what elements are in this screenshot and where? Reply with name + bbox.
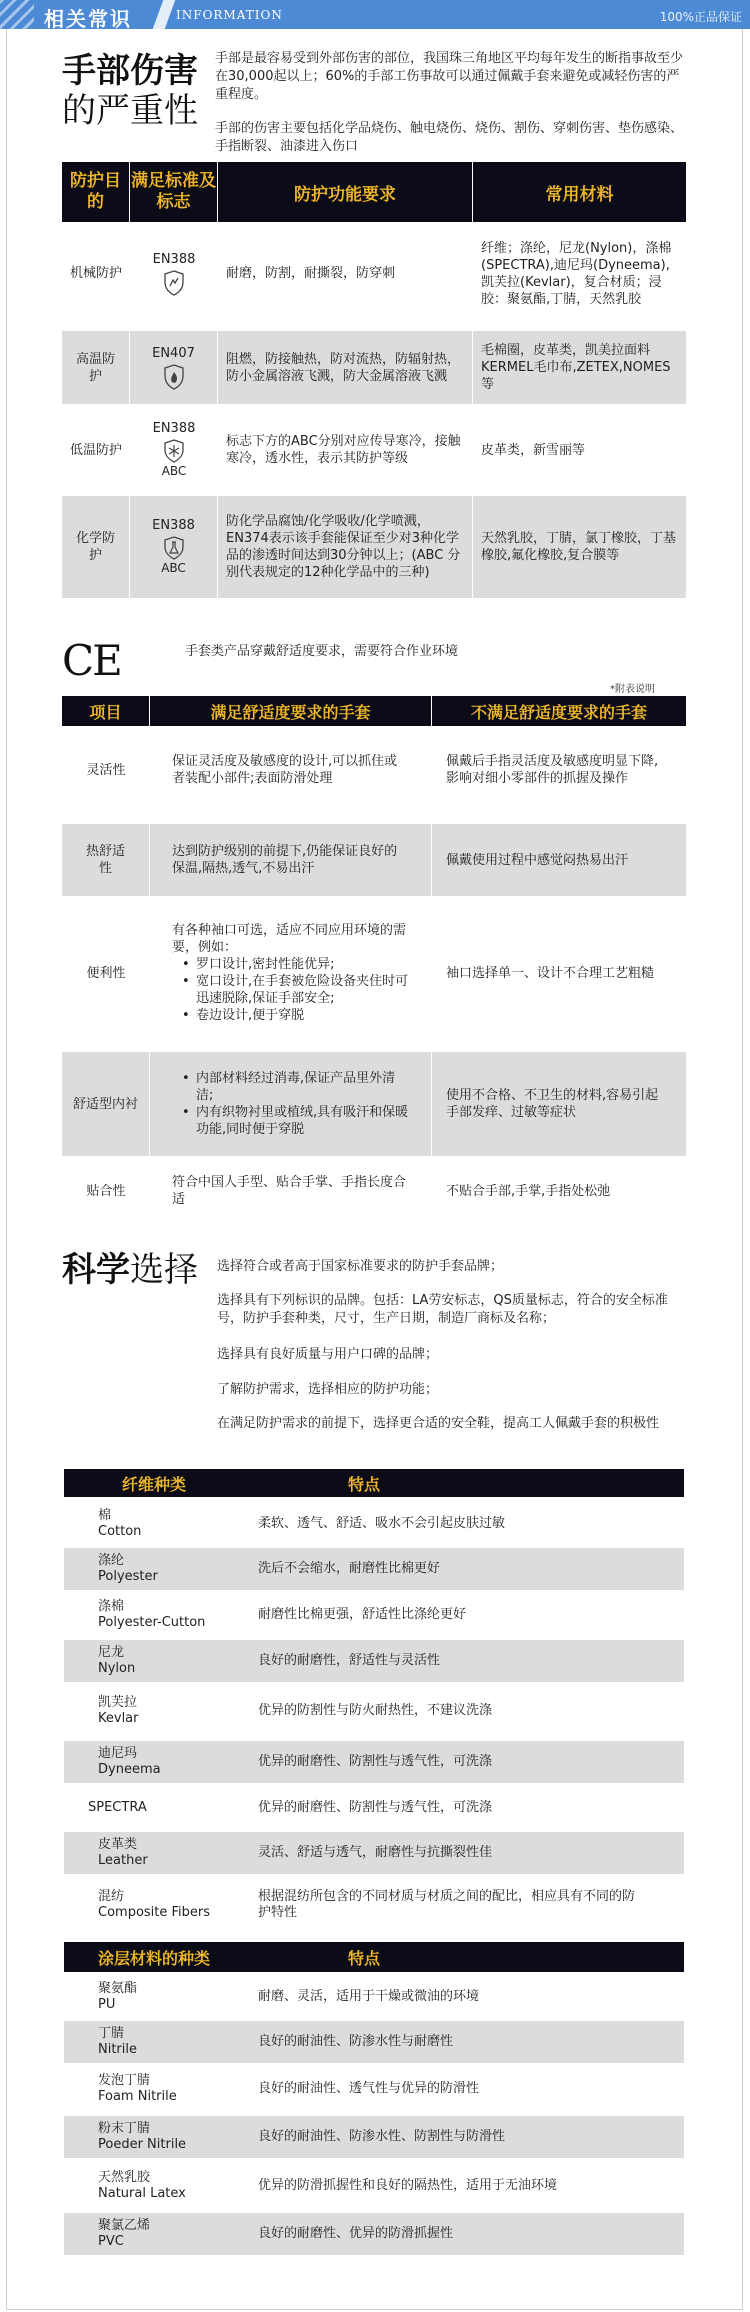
fiber-desc: 柔软、透气、舒适、吸水不会引起皮肤过敏: [258, 1516, 506, 1531]
fiber-desc: 优异的耐磨性、防割性与透气性，可洗涤: [258, 1800, 493, 1815]
fiber-desc: 良好的耐磨性，舒适性与灵活性: [258, 1653, 441, 1668]
coating-desc: 良好的耐油性、防渗水性与耐磨性: [258, 2034, 454, 2049]
comfort-table-header: [62, 696, 686, 726]
header-good: 满足舒适度要求的手套: [150, 696, 432, 726]
row-good: 达到防护级别的前提下,仍能保证良好的保温,隔热,透气,不易出汗: [150, 824, 432, 896]
fiber-name: SPECTRA: [88, 1800, 147, 1815]
row-standard: [130, 496, 218, 598]
table-row: [64, 2068, 684, 2110]
row-item: 贴合性: [86, 1183, 126, 1199]
coating-desc: 耐磨、灵活，适用于干燥或微油的环境: [258, 1989, 480, 2004]
header-bad: 不满足舒适度要求的手套: [470, 702, 647, 722]
ce-mark: CE: [62, 636, 121, 685]
table-row: [64, 2165, 684, 2207]
row-function: 耐磨，防割，耐撕裂，防穿刺: [226, 266, 396, 281]
fiber-name: 凯芙拉 Kevlar: [98, 1695, 139, 1726]
header-bar: [0, 0, 750, 29]
row-purpose: 高温防护: [62, 331, 130, 404]
coating-name: 天然乳胶 Natural Latex: [98, 2170, 186, 2201]
science-para: 选择符合或者高于国家标准要求的防护手套品牌；: [217, 1259, 504, 1274]
header-feature: 特点: [347, 1948, 380, 1968]
list-item: • 宽口设计,在手套被危险设备夹住时可迅速脱除,保证手部安全;: [182, 973, 412, 1007]
science-title-b: 选择: [130, 1250, 198, 1290]
row-function: 阻燃，防接触热，防对流热，防辐射热，防小金属溶液飞溅，防大金属溶液飞溅: [218, 331, 473, 404]
row-function: 标志下方的ABC分别对应传导寒冷，接触寒冷，透水性，表示其防护等级: [226, 434, 461, 466]
header-coating-type: 涂层材料的种类: [97, 1948, 210, 1968]
fiber-name: 涤纶 Polyester: [98, 1553, 158, 1584]
coating-name: 粉末丁腈 Poeder Nitrile: [98, 2121, 187, 2152]
coating-table-header: [64, 1942, 684, 1972]
row-materials: 皮革类，新雪丽等: [481, 442, 586, 458]
row-bad: 不贴合手部,手掌,手指处松弛: [446, 1183, 611, 1199]
guarantee-text: 100%正品保证: [659, 10, 742, 24]
row-bad: 袖口选择单一、设计不合理工艺粗糙: [446, 965, 655, 981]
table-row: [64, 2021, 684, 2063]
science-para: 选择具有良好质量与用户口碑的品牌；: [217, 1347, 439, 1362]
header-materials: 常用材料: [545, 184, 614, 205]
page-title: 相关常识: [44, 7, 132, 31]
row-bad: 佩戴后手指灵活度及敏感度明显下降,影响对细小零部件的抓握及操作: [446, 754, 659, 786]
table-row: [62, 222, 686, 325]
table-row: [62, 410, 686, 490]
science-para: 在满足防护需求的前提下，选择更合适的安全鞋，提高工人佩戴手套的积极性: [217, 1416, 660, 1431]
standard-code: EN407: [152, 346, 195, 361]
table-row: [64, 1741, 684, 1783]
injury-title-line1: 手部伤害: [62, 51, 198, 91]
coating-name: 聚氯乙烯 PVC: [98, 2218, 151, 2249]
fiber-name: 棉 Cotton: [98, 1508, 142, 1539]
table-row: [64, 1503, 684, 1545]
table-row: [64, 1548, 684, 1590]
header-feature: 特点: [347, 1474, 380, 1494]
coating-desc: 良好的耐油性、透气性与优异的防滑性: [258, 2081, 480, 2096]
title-separator: [153, 0, 176, 29]
coating-name: 发泡丁腈 Foam Nitrile: [98, 2073, 177, 2104]
fiber-desc: 优异的防割性与防火耐热性，不建议洗涤: [258, 1703, 493, 1718]
coating-name: 聚氨酯 PU: [98, 1981, 138, 2012]
science-title: [62, 1250, 198, 1290]
row-purpose: 机械防护: [70, 266, 123, 281]
row-materials: 天然乳胶，丁腈，氯丁橡胶，丁基橡胶,氟化橡胶,复合膜等: [481, 531, 677, 563]
row-item: 灵活性: [86, 762, 126, 778]
table-row: [64, 1832, 684, 1874]
standard-code: EN388: [152, 421, 196, 436]
coating-desc: 良好的耐磨性、优异的防滑抓握性: [258, 2226, 454, 2241]
table-row: [62, 496, 686, 598]
stripe-decoration: [0, 0, 34, 29]
table-row: [64, 2116, 684, 2158]
list-item: • 卷边设计,便于穿脱: [182, 1007, 412, 1024]
row-item: 便利性: [86, 965, 126, 981]
table-row: [64, 1594, 684, 1636]
table-row: [62, 331, 686, 404]
table-row: [62, 1052, 686, 1156]
fiber-name: 皮革类 Leather: [98, 1837, 148, 1868]
row-function: 防化学品腐蚀/化学吸收/化学喷溅，EN374表示该手套能保证至少对3种化学品的渗透时间达到30分钟以上；(ABC 分别代表规定的12种化学品中的三种): [218, 496, 473, 598]
fiber-table-header: [64, 1469, 684, 1497]
table-row: [64, 1690, 684, 1732]
row-good-intro: 有各种袖口可选，适应不同应用环境的需要，例如：: [172, 923, 407, 955]
table-row: [64, 1788, 684, 1828]
shield-icon: [163, 270, 185, 296]
table-note: *附表说明: [610, 684, 655, 695]
injury-paragraph-1: 手部是最容易受到外部伤害的部位，我国珠三角地区平均每年发生的断指事故至少在30,000起以上；60%的手部工伤事故可以通过佩戴手套来避免或减轻伤害的严重程度。: [215, 51, 684, 102]
table-row: [64, 2213, 684, 2255]
injury-title-line2: 的严重性: [62, 91, 198, 131]
fiber-name: 迪尼玛 Dyneema: [98, 1746, 161, 1777]
comfort-intro: 手套类产品穿戴舒适度要求，需要符合作业环境: [185, 644, 459, 659]
table-row: [62, 824, 686, 896]
row-purpose: 化学防护: [62, 496, 130, 598]
standard-abc: ABC: [161, 464, 187, 478]
row-purpose: 低温防护: [70, 442, 123, 458]
row-standard: [130, 410, 218, 490]
header-purpose: 防护目的: [62, 162, 130, 222]
row-bad: 佩戴使用过程中感觉闷热易出汗: [446, 852, 629, 868]
injury-paragraph-2: 手部的伤害主要包括化学品烧伤、触电烧伤、烧伤、割伤、穿刺伤害、垫伤感染、手指断裂、油漆进入伤口: [215, 121, 684, 154]
fiber-desc: 耐磨性比棉更强，舒适性比涤纶更好: [258, 1607, 467, 1622]
row-good: 符合中国人手型、贴合手掌、手指长度合适: [172, 1175, 407, 1207]
header-function: 防护功能要求: [218, 162, 473, 222]
row-item: 舒适型内衬: [62, 1052, 150, 1156]
table-row: [62, 1160, 686, 1222]
fiber-name: 涤棉 Polyester-Cutton: [98, 1599, 206, 1630]
coating-desc: 优异的防滑抓握性和良好的隔热性，适用于无油环境: [258, 2178, 558, 2193]
coating-desc: 良好的耐油性、防渗水性、防割性与防滑性: [258, 2129, 506, 2144]
table-row: [62, 730, 686, 810]
standard-abc: ABC: [161, 561, 186, 575]
standard-code: EN388: [152, 518, 195, 533]
fiber-desc: 优异的耐磨性、防割性与透气性，可洗涤: [258, 1754, 493, 1769]
row-materials: 纤维；涤纶，尼龙(Nylon)，涤棉(SPECTRA),迪尼玛(Dyneema),凯芙拉(Kevlar)，复合材质；浸胶：聚氨酯,丁腈，天然乳胶: [481, 240, 672, 307]
header-standard: 满足标准及标志: [130, 162, 218, 222]
row-standard: [130, 331, 218, 404]
coating-name: 丁腈 Nitrile: [98, 2026, 137, 2057]
list-item: • 内部材料经过消毒,保证产品里外清洁;: [182, 1070, 411, 1104]
row-materials: 毛棉圈，皮革类，凯美拉面料KERMEL毛巾布,ZETEX,NOMES等: [481, 343, 671, 392]
header-item: 项目: [62, 696, 150, 726]
fiber-desc: 洗后不会缩水，耐磨性比棉更好: [258, 1561, 441, 1576]
list-item: • 内有织物衬里或植绒,具有吸汗和保暖功能,同时便于穿脱: [182, 1104, 411, 1138]
snowflake-shield-icon: [163, 439, 185, 463]
header-fiber-type: 纤维种类: [121, 1474, 186, 1494]
row-good: 保证灵活度及敏感度的设计,可以抓住或者装配小部件;表面防滑处理: [172, 754, 398, 786]
table-row: [64, 1880, 684, 1930]
fiber-name: 尼龙 Nylon: [98, 1645, 136, 1676]
injury-table-header: [62, 162, 686, 222]
flame-shield-icon: [163, 364, 185, 390]
page-subtitle: INFORMATION: [176, 8, 283, 22]
fiber-desc: 根据混纺所包含的不同材质与材质之间的配比，相应具有不同的防护特性: [258, 1889, 636, 1920]
list-item: • 罗口设计,密封性能优异;: [182, 956, 412, 973]
science-para: 了解防护需求，选择相应的防护功能；: [217, 1382, 439, 1397]
row-good: [150, 904, 432, 1042]
fiber-desc: 灵活、舒适与透气，耐磨性与抗撕裂性佳: [258, 1845, 493, 1860]
table-row: [64, 1640, 684, 1682]
chemical-shield-icon: [163, 536, 185, 560]
standard-code: EN388: [152, 252, 196, 267]
fiber-name: 混纺 Composite Fibers: [98, 1889, 211, 1920]
row-item: 热舒适性: [62, 824, 150, 896]
row-good: [150, 1052, 432, 1156]
row-bad: 使用不合格、不卫生的材料,容易引起手部发痒、过敏等症状: [446, 1088, 659, 1120]
science-para: 选择具有下列标识的品牌。包括：LA劳安标志，QS质量标志，符合的安全标准号，防护手套种类，尺寸，生产日期，制造厂商标及名称；: [217, 1293, 668, 1326]
table-row: [62, 904, 686, 1042]
row-standard: [130, 222, 218, 325]
science-title-a: 科学: [62, 1250, 130, 1290]
table-row: [64, 1976, 684, 2018]
